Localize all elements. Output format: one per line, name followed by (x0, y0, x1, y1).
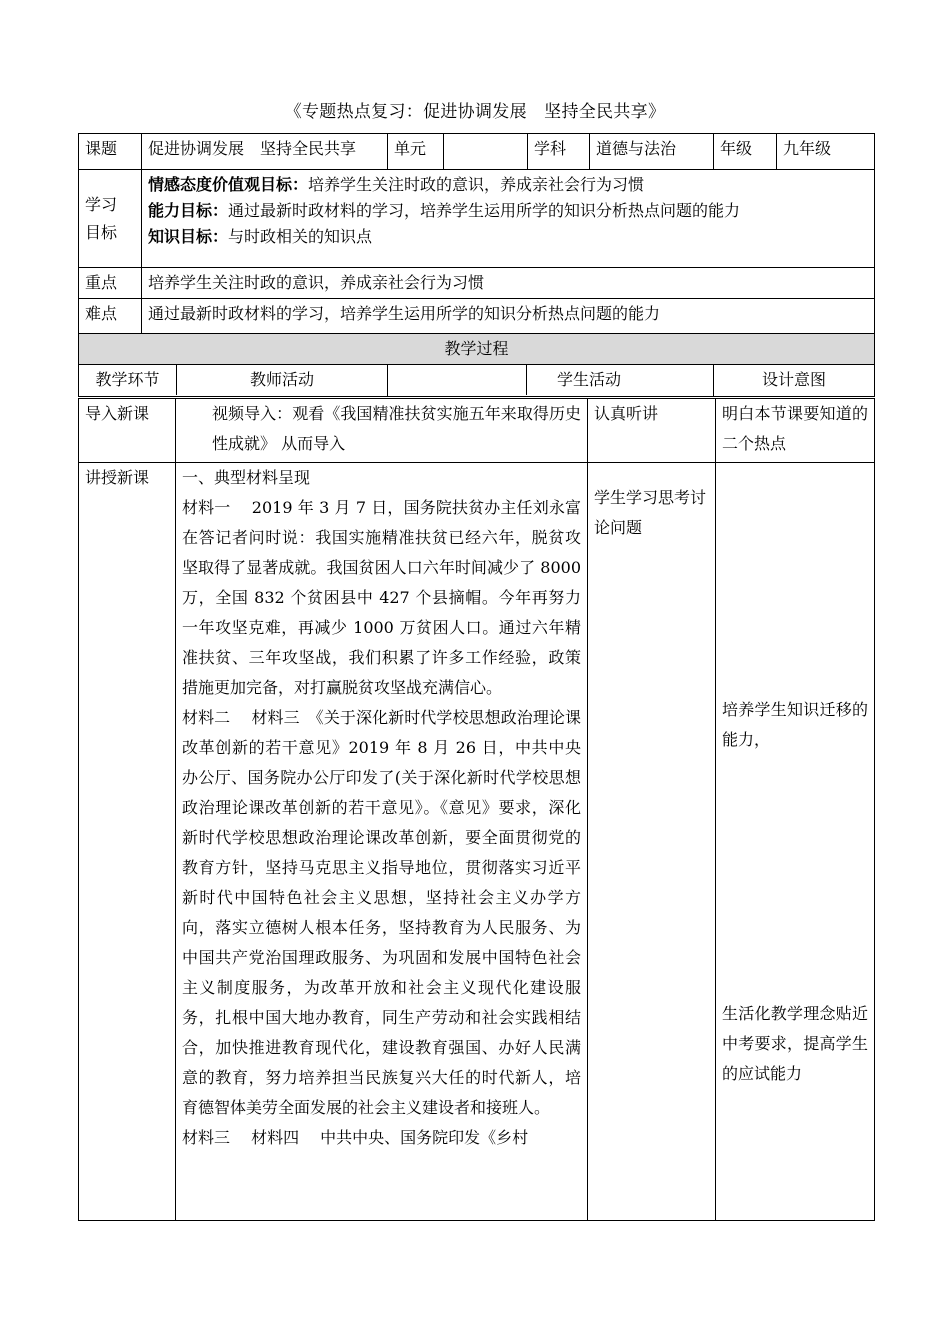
intent-spacer-top (722, 463, 868, 695)
objectives-content (142, 170, 875, 268)
objectives-label-line1: 学习 (85, 194, 118, 214)
emotion-goal (148, 172, 868, 198)
document-title: 《专题热点复习：促进协调发展 坚持全民共享》 (284, 102, 666, 122)
column-teacher: 教师活动 (249, 370, 314, 389)
subject-value: 道德与法治 (590, 134, 714, 170)
column-stage: 教学环节 (79, 365, 177, 395)
lecture-teacher-activity (176, 463, 588, 1221)
lesson-plan-table (78, 133, 875, 397)
process-header-row (79, 334, 875, 365)
difficult-point-label: 难点 (79, 299, 142, 334)
column-stage-and-teacher (79, 365, 388, 397)
lecture-stage: 讲授新课 (79, 463, 176, 1221)
key-point-row (79, 268, 875, 299)
objectives-label-line2: 目标 (85, 222, 118, 242)
ability-goal-label: 能力目标： (148, 201, 229, 220)
column-teacher-student (388, 365, 714, 397)
ability-goal (148, 198, 868, 224)
difficult-point-text: 通过最新时政材料的学习，培养学生运用所学的知识分析热点问题的能力 (142, 299, 875, 334)
subject-label: 学科 (528, 134, 590, 170)
material-three: 材料三 材料四 中共中央、国务院印发《乡村 (182, 1128, 529, 1147)
column-spacer (388, 365, 526, 395)
grade-value: 九年级 (777, 134, 875, 170)
intro-row (79, 399, 875, 463)
ability-goal-text: 通过最新时政材料的学习，培养学生运用所学的知识分析热点问题的能力 (228, 201, 741, 220)
process-header: 教学过程 (79, 334, 875, 365)
key-point-text: 培养学生关注时政的意识，养成亲社会行为习惯 (142, 268, 875, 299)
lecture-row (79, 463, 875, 1221)
process-table (78, 398, 875, 1221)
lecture-design-intent (716, 463, 875, 1221)
unit-value (444, 134, 528, 170)
lecture-heading: 一、典型材料呈现 (182, 468, 311, 487)
intro-design-intent: 明白本节课要知道的二个热点 (716, 399, 875, 463)
knowledge-goal-text: 与时政相关的知识点 (228, 227, 373, 246)
grade-label: 年级 (714, 134, 777, 170)
column-header-row (79, 365, 875, 397)
lecture-student-activity: 学生学习思考讨论问题 (588, 463, 716, 1221)
intro-teacher-activity: 视频导入：观看《我国精准扶贫实施五年来取得历史性成就》 从而导入 (176, 399, 588, 463)
intro-student-activity: 认真听讲 (588, 399, 716, 463)
objectives-label (79, 170, 142, 268)
intent-life-teaching: 生活化教学理念贴近中考要求，提高学生的应试能力 (722, 1004, 868, 1083)
topic-value: 促进协调发展 坚持全民共享 (142, 134, 388, 170)
emotion-goal-label: 情感态度价值观目标： (148, 175, 309, 194)
objectives-row (79, 170, 875, 268)
unit-label: 单元 (388, 134, 444, 170)
topic-label: 课题 (79, 134, 142, 170)
knowledge-goal-label: 知识目标： (148, 227, 229, 246)
column-intent: 设计意图 (714, 365, 875, 397)
intent-spacer-middle (722, 755, 868, 999)
knowledge-goal (148, 224, 868, 250)
material-one: 材料一 2019 年 3 月 7 日，国务院扶贫办主任刘永富在答记者问时说：我国实施精准扶贫已经六年，脱贫攻坚取得了显著成就。我国贫困人口六年时间减少了 8000 万，全国 832 个贫困县中 427 个县摘帽。今年再努力一年攻坚克难，再减少 1000 万贫困人口。通过六年精准扶贫、三年攻坚战，我们积累了许多工作经验，政策措施更加完备，对打赢脱贫攻坚战充满信心。 (182, 498, 581, 697)
column-student: 学生活动 (526, 365, 651, 395)
header-row (79, 134, 875, 170)
difficult-point-row (79, 299, 875, 334)
intent-knowledge-transfer: 培养学生知识迁移的能力， (722, 700, 868, 749)
material-two: 材料二 材料三 《关于深化新时代学校思想政治理论课改革创新的若干意见》2019 年 8 月 26 日，中共中央办公厅、国务院办公厅印发了(关于深化新时代学校思想政治理论课改革创新的若干意见》。《意见》要求，深化新时代学校思想政治理论课改革创新，要全面贯彻党的教育方针，坚持马克思主义指导地位，贯彻落实习近平新时代中国特色社会主义思想，坚持社会主义办学方向，落实立德树人根本任务，坚持教育为人民服务、为中国共产党治国理政服务、为巩固和发展中国特色社会主义制度服务，为改革开放和社会主义现代化建设服务，扎根中国大地办教育，同生产劳动和社会实践相结合，加快推进教育现代化，建设教育强国、办好人民满意的教育，努力培养担当民族复兴大任的时代新人，培育德智体美劳全面发展的社会主义建设者和接班人。 (182, 708, 581, 1117)
emotion-goal-text: 培养学生关注时政的意识，养成亲社会行为习惯 (308, 175, 645, 194)
key-point-label: 重点 (79, 268, 142, 299)
intro-stage: 导入新课 (79, 399, 176, 463)
